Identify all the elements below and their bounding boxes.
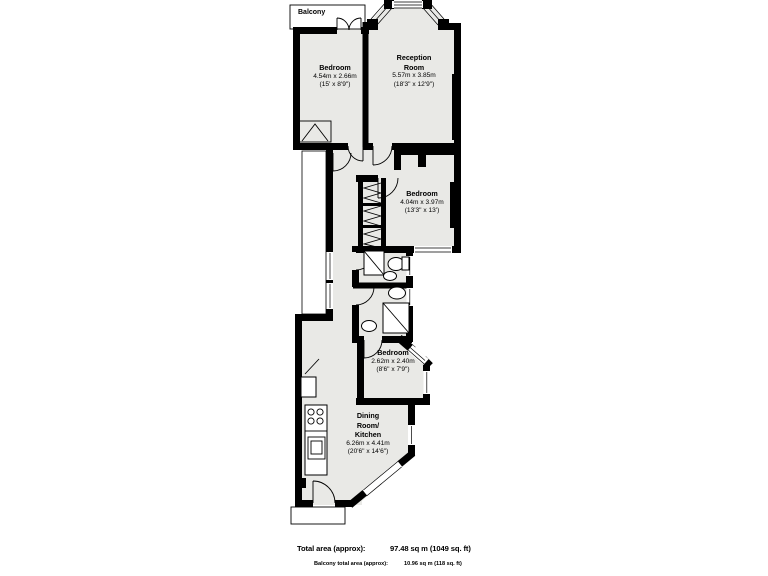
kitchen-appliance — [301, 377, 316, 397]
room-label-bedroom-top — [299, 63, 371, 90]
room-name: Bedroom — [406, 189, 438, 198]
room-imperial: (8'6" x 7'9") — [376, 366, 410, 374]
entry-porch — [291, 507, 345, 524]
lightwell-area — [302, 151, 326, 314]
sink-1 — [384, 272, 397, 281]
balcony-area-label: Balcony total area (approx): — [314, 561, 388, 567]
room-imperial: (20'6" x 14'6") — [347, 448, 389, 456]
room-imperial: (13'3" x 13') — [404, 207, 440, 215]
room-label-bedroom-middle — [390, 189, 454, 216]
total-area-value: 97.48 sq m (1049 sq. ft) — [390, 544, 471, 553]
room-metric: 6.26m x 4.41m — [346, 439, 390, 447]
toilet-1-cistern — [402, 257, 409, 270]
toilet-2 — [362, 321, 377, 332]
room-label-dining-kitchen — [329, 411, 407, 457]
room-metric: 5.57m x 3.85m — [392, 72, 436, 79]
room-metric: 4.04m x 3.97m — [400, 198, 444, 206]
room-name: Bedroom — [319, 63, 351, 72]
room-name: Dining Room/ Kitchen — [354, 411, 382, 439]
room-label-reception — [383, 53, 445, 89]
total-area-label: Total area (approx): — [297, 544, 366, 553]
room-metric: 2.62m x 2.40m — [371, 357, 415, 365]
room-imperial: (15' x 8'9") — [319, 81, 351, 89]
balcony-area-value: 10.96 sq m (118 sq. ft) — [404, 561, 462, 567]
room-metric: 4.54m x 2.66m — [313, 72, 357, 80]
room-imperial: (18'3" x 12'9") — [393, 80, 435, 88]
bedroom-middle-window — [414, 246, 452, 254]
room-name: Reception Room — [396, 53, 432, 72]
sink-2 — [389, 287, 406, 299]
balcony-label: Balcony — [298, 9, 326, 16]
room-label-bedroom-small — [361, 348, 425, 375]
room-name: Bedroom — [377, 348, 409, 357]
